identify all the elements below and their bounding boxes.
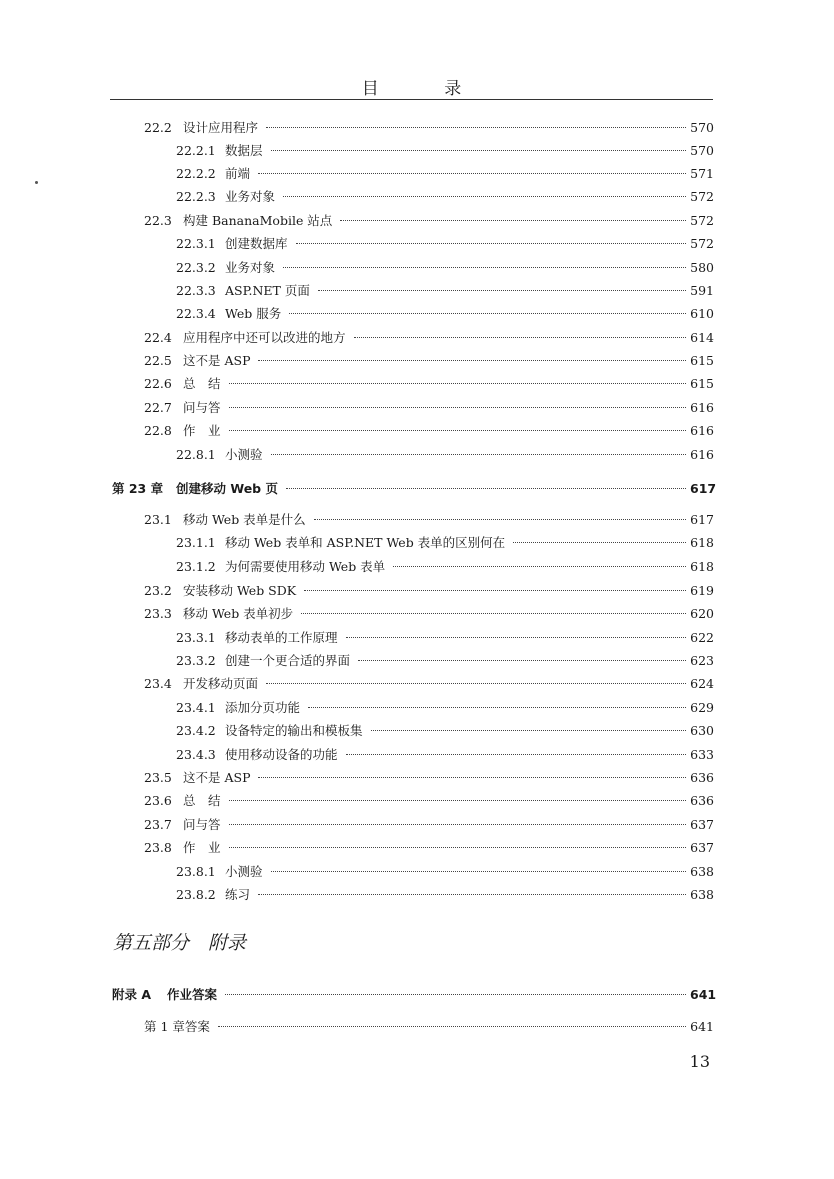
- part-heading: 第五部分 附录: [113, 932, 247, 954]
- toc-entry: [0, 233, 834, 255]
- toc-entry: [0, 790, 834, 812]
- toc-entry: [0, 117, 834, 139]
- dot-leader: [258, 777, 686, 778]
- toc-entry-title: ASP.NET 页面: [225, 283, 310, 298]
- dot-leader: [371, 730, 686, 731]
- toc-entry: [0, 767, 834, 789]
- toc-entry: [0, 350, 834, 372]
- toc-entry-number: 23.5: [144, 770, 172, 785]
- toc-entry-page: 636: [690, 770, 714, 785]
- toc-entry-page: 636: [690, 793, 714, 808]
- dot-leader: [271, 454, 686, 455]
- toc-entry-title: Web 服务: [225, 306, 282, 321]
- page-number: 13: [689, 1052, 710, 1071]
- toc-entry-number: 22.3.2: [176, 260, 216, 275]
- toc-entry-page: 623: [690, 653, 714, 668]
- toc-entry-title: 小测验: [225, 864, 263, 879]
- toc-entry-number: 22.2.2: [176, 166, 216, 181]
- toc-entry: [0, 327, 834, 349]
- toc-entry-number: 第 23 章: [112, 481, 164, 496]
- toc-entry-page: 615: [690, 376, 714, 391]
- dot-leader: [354, 337, 686, 338]
- dot-leader: [258, 360, 686, 361]
- dot-leader: [258, 894, 686, 895]
- toc-entry-number: 23.3.1: [176, 630, 216, 645]
- toc-entry-number: 23.2: [144, 583, 172, 598]
- toc-entry: [0, 837, 834, 859]
- toc-entry: [0, 509, 834, 531]
- dot-leader: [358, 660, 686, 661]
- toc-entry-page: 617: [690, 512, 714, 527]
- dot-leader: [271, 150, 686, 151]
- toc-entry: [0, 556, 834, 578]
- toc-entry-title: 添加分页功能: [225, 700, 301, 715]
- toc-entry-title: 使用移动设备的功能: [225, 747, 338, 762]
- toc-entry: [0, 210, 834, 232]
- toc-entry: [0, 744, 834, 766]
- toc-entry: [0, 814, 834, 836]
- toc-entry: [0, 697, 834, 719]
- toc-entry: [0, 884, 834, 906]
- dot-leader: [289, 313, 686, 314]
- toc-entry-page: 618: [690, 535, 714, 550]
- dot-leader: [229, 824, 686, 825]
- toc-entry-number: 23.4.1: [176, 700, 216, 715]
- toc-entry-number: 23.3: [144, 606, 172, 621]
- dot-leader: [340, 220, 686, 221]
- toc-entry-title: 构建 BananaMobile 站点: [183, 213, 333, 228]
- toc-entry-number: 22.3.3: [176, 283, 216, 298]
- toc-entry-title: 这不是 ASP: [183, 770, 251, 785]
- toc-entry: [0, 444, 834, 466]
- toc-entry-number: 23.3.2: [176, 653, 216, 668]
- toc-entry-title: 创建移动 Web 页: [176, 481, 278, 496]
- toc-entry-page: 637: [690, 840, 714, 855]
- toc-entry-title: 总 结: [183, 793, 221, 808]
- toc-chapter-entry: [0, 984, 834, 1006]
- toc-entry-number: 23.6: [144, 793, 172, 808]
- toc-entry-number: 22.3.4: [176, 306, 216, 321]
- toc-entry: [0, 532, 834, 554]
- dot-leader: [286, 488, 686, 489]
- toc-entry-title: 作 业: [183, 840, 221, 855]
- toc-entry: [0, 420, 834, 442]
- toc-entry-page: 615: [690, 353, 714, 368]
- dot-leader: [229, 430, 686, 431]
- toc-entry-page: 638: [690, 864, 714, 879]
- toc-entry-page: 572: [690, 189, 714, 204]
- toc-entry: [0, 397, 834, 419]
- dot-leader: [229, 407, 686, 408]
- toc-entry-title: 开发移动页面: [183, 676, 259, 691]
- toc-entry-number: 22.2.3: [176, 189, 216, 204]
- dot-leader: [346, 637, 686, 638]
- toc-entry: [0, 1016, 834, 1038]
- toc-entry-page: 572: [690, 236, 714, 251]
- dot-leader: [271, 871, 686, 872]
- toc-entry-page: 622: [690, 630, 714, 645]
- toc-entry-title: 应用程序中还可以改进的地方: [183, 330, 346, 345]
- toc-entry-title: 问与答: [183, 817, 221, 832]
- toc-entry-title: 移动表单的工作原理: [225, 630, 338, 645]
- dot-leader: [314, 519, 686, 520]
- dot-leader: [296, 243, 686, 244]
- toc-entry: [0, 163, 834, 185]
- toc-entry-number: 23.4: [144, 676, 172, 691]
- page-title: 目 录: [361, 79, 492, 99]
- toc-entry-number: 22.2: [144, 120, 172, 135]
- toc-entry-title: 第 1 章答案: [144, 1019, 210, 1034]
- toc-entry-number: 23.1: [144, 512, 172, 527]
- toc-entry-page: 591: [690, 283, 714, 298]
- toc-entry-title: 问与答: [183, 400, 221, 415]
- dot-leader: [393, 566, 686, 567]
- toc-entry-number: 23.1.1: [176, 535, 216, 550]
- dot-leader: [318, 290, 686, 291]
- dot-leader: [304, 590, 686, 591]
- toc-entry-number: 23.4.3: [176, 747, 216, 762]
- toc-entry-page: 616: [690, 400, 714, 415]
- toc-entry-page: 630: [690, 723, 714, 738]
- toc-entry-title: 移动 Web 表单初步: [183, 606, 294, 621]
- toc-entry-page: 570: [690, 143, 714, 158]
- toc-entry-page: 618: [690, 559, 714, 574]
- dot-leader: [229, 383, 686, 384]
- dot-leader: [301, 613, 686, 614]
- toc-entry-title: 创建数据库: [225, 236, 288, 251]
- toc-entry-number: 23.7: [144, 817, 172, 832]
- toc-entry-page: 572: [690, 213, 714, 228]
- toc-entry: [0, 257, 834, 279]
- toc-entry-page: 614: [690, 330, 714, 345]
- toc-entry-title: 设计应用程序: [183, 120, 259, 135]
- toc-entry-page: 620: [690, 606, 714, 621]
- toc-entry-page: 624: [690, 676, 714, 691]
- dot-leader: [346, 754, 686, 755]
- toc-entry-title: 为何需要使用移动 Web 表单: [225, 559, 386, 574]
- toc-chapter-entry: [0, 478, 834, 500]
- toc-entry: [0, 627, 834, 649]
- toc-entry: [0, 580, 834, 602]
- dot-leader: [229, 800, 686, 801]
- toc-entry-number: 22.7: [144, 400, 172, 415]
- toc-entry-number: 23.8.2: [176, 887, 216, 902]
- toc-entry-page: 617: [690, 481, 717, 496]
- toc-entry-page: 570: [690, 120, 714, 135]
- toc-entry: [0, 186, 834, 208]
- toc-entry-title: 数据层: [225, 143, 263, 158]
- dot-leader: [225, 994, 686, 995]
- toc-entry-title: 业务对象: [225, 189, 276, 204]
- dot-leader: [266, 683, 686, 684]
- toc-entry-title: 前端: [225, 166, 251, 181]
- toc-entry-title: 总 结: [183, 376, 221, 391]
- toc-entry-title: 练习: [225, 887, 251, 902]
- toc-entry-page: 637: [690, 817, 714, 832]
- toc-entry: [0, 720, 834, 742]
- toc-entry-number: 22.4: [144, 330, 172, 345]
- toc-entry-number: 22.8: [144, 423, 172, 438]
- toc-entry: [0, 603, 834, 625]
- toc-entry-title: 创建一个更合适的界面: [225, 653, 351, 668]
- toc-entry-title: 业务对象: [225, 260, 276, 275]
- toc-entry-page: 633: [690, 747, 714, 762]
- dot-leader: [266, 127, 686, 128]
- toc-entry-page: 619: [690, 583, 714, 598]
- toc-entry-page: 610: [690, 306, 714, 321]
- toc-entry: [0, 861, 834, 883]
- toc-entry-page: 641: [690, 987, 717, 1002]
- toc-entry-number: 23.8: [144, 840, 172, 855]
- toc-entry-number: 22.6: [144, 376, 172, 391]
- dot-leader: [283, 196, 686, 197]
- toc-entry-number: 22.3.1: [176, 236, 216, 251]
- dot-leader: [308, 707, 686, 708]
- toc-entry-title: 移动 Web 表单是什么: [183, 512, 306, 527]
- toc-entry-number: 22.2.1: [176, 143, 216, 158]
- toc-entry: [0, 280, 834, 302]
- toc-entry-page: 638: [690, 887, 714, 902]
- toc-entry-page: 616: [690, 423, 714, 438]
- toc-entry-title: 移动 Web 表单和 ASP.NET Web 表单的区别何在: [225, 535, 506, 550]
- toc-entry-title: 安装移动 Web SDK: [183, 583, 297, 598]
- dot-leader: [258, 173, 686, 174]
- toc-entry-page: 571: [690, 166, 714, 181]
- toc-entry-page: 616: [690, 447, 714, 462]
- toc-entry-number: 附录 A: [112, 987, 152, 1002]
- dot-leader: [218, 1026, 686, 1027]
- toc-entry: [0, 303, 834, 325]
- dot-leader: [283, 267, 686, 268]
- toc-entry: [0, 650, 834, 672]
- toc-entry-number: 22.5: [144, 353, 172, 368]
- dot-leader: [513, 542, 686, 543]
- toc-entry-number: 23.1.2: [176, 559, 216, 574]
- toc-entry-title: 作 业: [183, 423, 221, 438]
- toc-entry-number: 22.8.1: [176, 447, 216, 462]
- toc-entry-page: 580: [690, 260, 714, 275]
- dot-leader: [229, 847, 686, 848]
- toc-entry-title: 这不是 ASP: [183, 353, 251, 368]
- toc-entry: [0, 140, 834, 162]
- toc-entry: [0, 373, 834, 395]
- toc-entry-title: 设备特定的输出和模板集: [225, 723, 363, 738]
- toc-entry-page: 629: [690, 700, 714, 715]
- toc-entry-page: 641: [690, 1019, 714, 1034]
- toc-entry-title: 小测验: [225, 447, 263, 462]
- toc-entry-number: 23.4.2: [176, 723, 216, 738]
- toc-entry-number: 22.3: [144, 213, 172, 228]
- toc-entry-title: 作业答案: [167, 987, 218, 1002]
- toc-entry-number: 23.8.1: [176, 864, 216, 879]
- toc-entry: [0, 673, 834, 695]
